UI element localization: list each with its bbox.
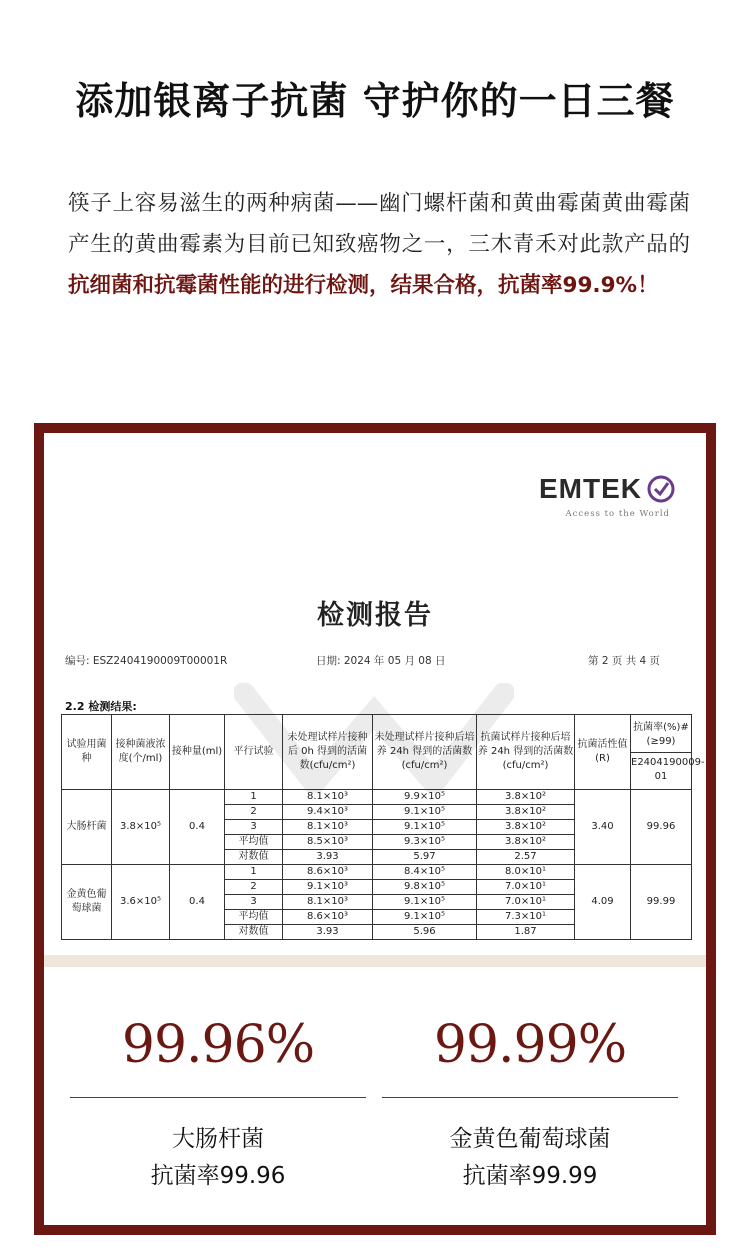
header-untreated-0h: 未处理试样片接种后 0h 得到的活菌数(cfu/cm²): [283, 715, 373, 790]
intro-paragraph: [68, 183, 690, 306]
cell-treated-24h: 7.3×10¹: [477, 910, 575, 925]
table-row: [62, 790, 692, 805]
cell-treated-24h: 1.87: [477, 925, 575, 940]
cell-treated-24h: 3.8×10²: [477, 805, 575, 820]
header-rate: [631, 715, 705, 790]
header-volume: 接种量(ml): [170, 715, 225, 790]
cell-parallel: 1: [225, 790, 283, 805]
cell-untreated-0h: 9.1×10³: [283, 880, 373, 895]
cell-parallel: 3: [225, 895, 283, 910]
stat-name: 大肠杆菌: [172, 1126, 264, 1152]
cell-untreated-24h: 9.9×10⁵: [373, 790, 477, 805]
cell-treated-24h: 3.8×10²: [477, 820, 575, 835]
cell-parallel: 对数值: [225, 925, 283, 940]
report-title: 检测报告: [317, 600, 433, 631]
stat-rate: 抗菌率99.99: [462, 1163, 598, 1189]
cell-treated-24h: 7.0×10¹: [477, 880, 575, 895]
cell-untreated-0h: 8.6×10³: [283, 910, 373, 925]
stat-staph: [380, 1015, 680, 1190]
cell-rate: 99.99: [631, 865, 692, 940]
logo-text: EMTEK: [539, 473, 642, 504]
header-rate-ref: E2404190009-01: [631, 756, 705, 782]
page-headline: 添加银离子抗菌 守护你的一日三餐: [75, 78, 675, 123]
divider-band: [44, 955, 706, 967]
cell-treated-24h: 8.0×10¹: [477, 865, 575, 880]
cell-untreated-0h: 3.93: [283, 850, 373, 865]
logo-tagline: Access to the World: [565, 509, 670, 519]
header-concentration: 接种菌液浓度(个/ml): [112, 715, 170, 790]
stat-divider: [382, 1097, 678, 1098]
header-strain: 试验用菌种: [62, 715, 112, 790]
header-rate-label: 抗菌率(%)# (≥99): [631, 721, 691, 753]
stat-divider: [70, 1097, 366, 1098]
cell-strain: 金黄色葡萄球菌: [62, 865, 112, 940]
cell-parallel: 3: [225, 820, 283, 835]
cell-untreated-24h: 9.1×10⁵: [373, 820, 477, 835]
cell-untreated-24h: 5.97: [373, 850, 477, 865]
report-page: 第 2 页 共 4 页: [588, 655, 661, 667]
cell-untreated-24h: 9.1×10⁵: [373, 805, 477, 820]
cell-parallel: 1: [225, 865, 283, 880]
report-frame: [34, 423, 716, 1235]
report-frame-inner: [44, 433, 706, 1225]
cell-activity: 4.09: [575, 865, 631, 940]
intro-text: 筷子上容易滋生的两种病菌——幽门螺杆菌和黄曲霉菌黄曲霉菌产生的黄曲霉素为目前已知致癌物之一，三木青禾对此款产品的: [68, 191, 690, 257]
stat-rate: 抗菌率99.96: [150, 1163, 286, 1189]
cell-untreated-24h: 9.8×10⁵: [373, 880, 477, 895]
header-untreated-24h: 未处理试样片接种后培养 24h 得到的活菌数(cfu/cm²): [373, 715, 477, 790]
stat-name: 金黄色葡萄球菌: [449, 1126, 611, 1152]
header-parallel: 平行试验: [225, 715, 283, 790]
stat-ecoli: [68, 1015, 368, 1190]
cell-untreated-0h: 8.1×10³: [283, 820, 373, 835]
cell-volume: 0.4: [170, 865, 225, 940]
section-label: 2.2 检测结果:: [65, 700, 137, 713]
cell-untreated-0h: 3.93: [283, 925, 373, 940]
cell-rate: 99.96: [631, 790, 692, 865]
cell-activity: 3.40: [575, 790, 631, 865]
cell-concentration: 3.6×10⁵: [112, 865, 170, 940]
cell-parallel: 2: [225, 880, 283, 895]
report-date: 日期: 2024 年 05 月 08 日: [316, 655, 446, 667]
cell-untreated-24h: 5.96: [373, 925, 477, 940]
cell-untreated-0h: 9.4×10³: [283, 805, 373, 820]
cell-parallel: 对数值: [225, 850, 283, 865]
cell-parallel: 平均值: [225, 835, 283, 850]
results-table: [61, 714, 705, 940]
cell-untreated-0h: 8.5×10³: [283, 835, 373, 850]
emtek-logo: [539, 473, 676, 519]
report-number: 编号: ESZ2404190009T00001R: [65, 655, 228, 667]
header-treated-24h: 抗菌试样片接种后培养 24h 得到的活菌数(cfu/cm²): [477, 715, 575, 790]
cell-untreated-24h: 8.4×10⁵: [373, 865, 477, 880]
cell-untreated-24h: 9.1×10⁵: [373, 910, 477, 925]
cell-untreated-0h: 8.1×10³: [283, 895, 373, 910]
cell-untreated-0h: 8.6×10³: [283, 865, 373, 880]
results-body: [62, 790, 692, 940]
cell-treated-24h: 7.0×10¹: [477, 895, 575, 910]
table-row: [62, 865, 692, 880]
test-report-image: [44, 433, 706, 955]
cell-treated-24h: 3.8×10²: [477, 835, 575, 850]
cell-volume: 0.4: [170, 790, 225, 865]
cell-parallel: 平均值: [225, 910, 283, 925]
cell-parallel: 2: [225, 805, 283, 820]
stat-value: 99.96%: [121, 1015, 315, 1075]
cell-concentration: 3.8×10⁵: [112, 790, 170, 865]
intro-highlight: 抗细菌和抗霉菌性能的进行检测，结果合格，抗菌率99.9%！: [68, 273, 659, 298]
cell-treated-24h: 2.57: [477, 850, 575, 865]
cell-untreated-24h: 9.1×10⁵: [373, 895, 477, 910]
cell-untreated-24h: 9.3×10⁵: [373, 835, 477, 850]
header-activity: 抗菌活性值(R): [575, 715, 631, 790]
cell-treated-24h: 3.8×10²: [477, 790, 575, 805]
cell-untreated-0h: 8.1×10³: [283, 790, 373, 805]
cell-strain: 大肠杆菌: [62, 790, 112, 865]
check-circle-icon: [646, 474, 676, 504]
stat-value: 99.99%: [433, 1015, 627, 1075]
